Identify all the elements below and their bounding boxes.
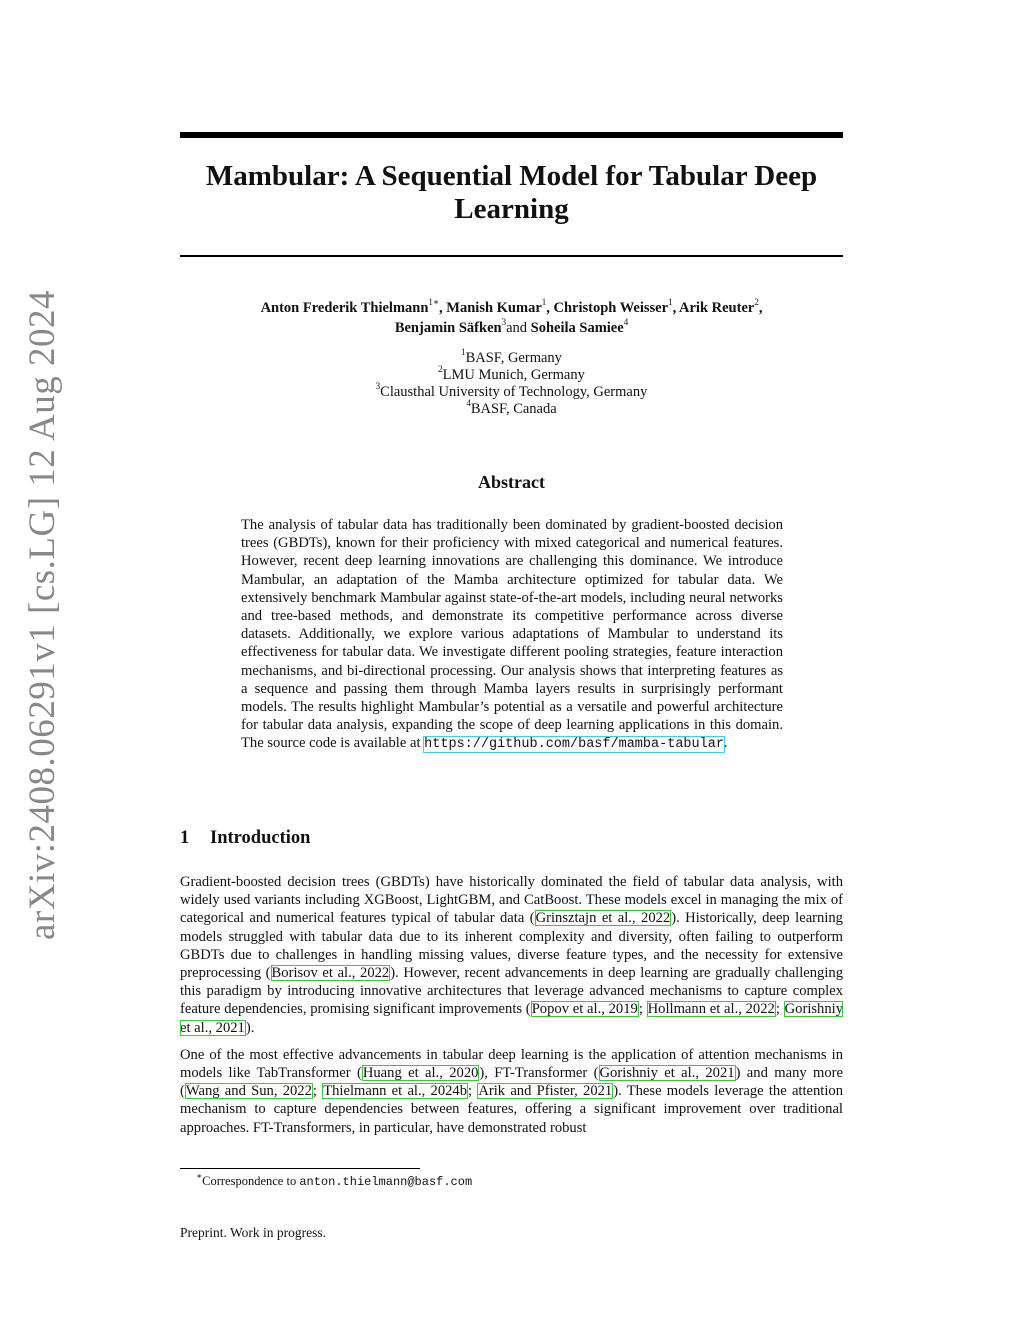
citation-link[interactable]: Gorishniy et al., 2021	[599, 1065, 735, 1082]
title-bottom-rule	[180, 255, 843, 257]
affiliation	[180, 381, 843, 401]
author-name: Manish Kumar	[446, 300, 542, 316]
author-name: Anton Frederik Thielmann	[260, 300, 429, 316]
author-list: Anton Frederik Thielmann$^{1∗}$, Manish Kumar$^1$, Christoph Weisser$^1$, Arik Reuter$^2$, Benjamin Säfken$^3$and Soheila Samiee$^4$	[260, 297, 763, 336]
author-affiliation-mark: 3	[501, 317, 507, 328]
section-heading	[180, 828, 310, 849]
affiliation-list	[180, 347, 843, 418]
affiliation-number: 4	[466, 398, 471, 409]
author-affiliation-mark: 4	[623, 317, 629, 328]
citation-link[interactable]: Thielmann et al., 2024b	[323, 1083, 468, 1100]
author-name: Benjamin Säfken	[394, 320, 502, 336]
footnote	[196, 1170, 473, 1189]
citation-link[interactable]: Huang et al., 2020	[362, 1065, 479, 1082]
author-name: Christoph Weisser	[553, 300, 669, 316]
author-affiliation-mark: 1	[541, 297, 547, 308]
author-name: Soheila Samiee	[530, 320, 624, 336]
affiliation	[180, 364, 843, 384]
affiliation-number: 2	[438, 364, 443, 375]
paragraph	[180, 873, 843, 1037]
footnote-rule	[180, 1168, 420, 1169]
section-title: Introduction	[210, 828, 311, 848]
paragraph-text: ) and many more (	[180, 1065, 844, 1100]
section-number: 1	[180, 828, 190, 848]
citation-link[interactable]: Grinsztajn et al., 2022	[535, 910, 671, 927]
paragraph-text: ).	[245, 1019, 255, 1036]
citation-separator: ;	[468, 1083, 478, 1100]
arxiv-stamp: arXiv:2408.06291v1 [cs.LG] 12 Aug 2024	[22, 290, 63, 940]
preprint-note: Preprint. Work in progress.	[180, 1225, 327, 1240]
affiliation-text: BASF, Canada	[470, 401, 557, 417]
section-body	[180, 873, 843, 1146]
footnote-mark: ∗	[196, 1170, 203, 1181]
abstract-end: .	[723, 735, 728, 752]
citation-link[interactable]: Hollmann et al., 2022	[647, 1001, 775, 1018]
abstract-text: The analysis of tabular data has traditionally been dominated by gradient-boosted decision trees (GBDTs), known for their proficiency with mixed categorical and numerical features. However, recent deep learning innovations are challenging this dominance. We introduce Mambular, an adaptation of the Mamba architecture optimized for tabular data. We extensively benchmark Mambular against state-of-the-art models, including neural networks and tree-based methods, and demonstrate its competitive performance across diverse datasets. Additionally, we explore various adaptations of Mambular to understand its effectiveness for tabular data. We investigate different pooling strategies, feature interaction mechanisms, and bi-directional processing. Our analysis shows that interpreting features as a sequence and passing them through Mamba layers results in surprisingly performant models. The results highlight Mambular’s potential as a versatile and powerful architecture for tabular data analysis, expanding the scope of deep learning applications in this domain. The source code is available at	[241, 517, 783, 752]
paragraph-text: One of the most effective advancements in tabular deep learning is the application of attention mechanisms in models like TabTransformer (	[180, 1046, 843, 1082]
affiliation-text: BASF, Germany	[465, 350, 562, 366]
author-affiliation-mark: 2	[754, 297, 759, 308]
paragraph	[180, 1046, 843, 1137]
citation-separator: ;	[775, 1001, 784, 1018]
affiliation	[180, 347, 843, 367]
affiliation-number: 1	[461, 347, 466, 358]
paragraph-text: ). However, recent advancements in deep learning are gradually challenging this paradigm by introducing innovative architectures that leverage advanced mechanisms to capture complex feature dependencies, promising significant improvements (	[180, 965, 843, 1018]
affiliation-number: 3	[375, 381, 381, 392]
citation-link[interactable]: Arik and Pfister, 2021	[478, 1083, 613, 1100]
citation-separator: ;	[638, 1001, 647, 1018]
correspondence-email[interactable]: anton.thielmann@basf.com	[299, 1175, 473, 1189]
abstract-heading: Abstract	[478, 472, 545, 492]
paper-title: Mambular: A Sequential Model for Tabular Deep Learning	[205, 160, 818, 225]
abstract-body	[241, 516, 783, 755]
citation-link[interactable]: Wang and Sun, 2022	[185, 1083, 312, 1100]
title-top-rule	[180, 132, 843, 138]
author-affiliation-mark: 1	[428, 297, 433, 308]
citation-link[interactable]: Gorishniy et al., 2021	[180, 1001, 843, 1036]
affiliation	[180, 398, 843, 418]
paragraph-text: ). Historically, deep learning models struggled with tabular data due to its inherent complexity and diversity, often failing to outperform GBDTs due to challenges in handling missing values, diverse feature types, and the necessity for extensive preprocessing (	[180, 910, 843, 982]
paragraph-text: ), FT-Transformer (	[479, 1065, 599, 1082]
citation-link[interactable]: Borisov et al., 2022	[271, 965, 390, 982]
code-repository-link[interactable]: https://github.com/basf/mamba-tabular	[424, 737, 724, 753]
paragraph-text: ). These models leverage the attention mechanism to capture dependencies between features, offering a significant improvement over traditional approaches. FT-Transformers, in particular, have demonstrated robust	[180, 1083, 844, 1136]
author-affiliation-mark: 1	[668, 297, 673, 308]
citation-link[interactable]: Popov et al., 2019	[531, 1001, 638, 1018]
author-name: Arik Reuter	[679, 300, 755, 316]
affiliation-text: LMU Munich, Germany	[442, 367, 585, 383]
footnote-text: Correspondence to	[202, 1174, 300, 1188]
affiliation-text: Clausthal University of Technology, Germany	[380, 384, 648, 400]
citation-separator: ;	[312, 1083, 323, 1100]
paragraph-text: Gradient-boosted decision trees (GBDTs) have historically dominated the field of tabular data analysis, with widely used variants including XGBoost, LightGBM, and CatBoost. These models excel in managing the mix of categorical and numerical features typical of tabular data (	[180, 874, 843, 927]
and-word: and	[506, 320, 528, 336]
footnote-mark: ∗	[432, 297, 440, 308]
